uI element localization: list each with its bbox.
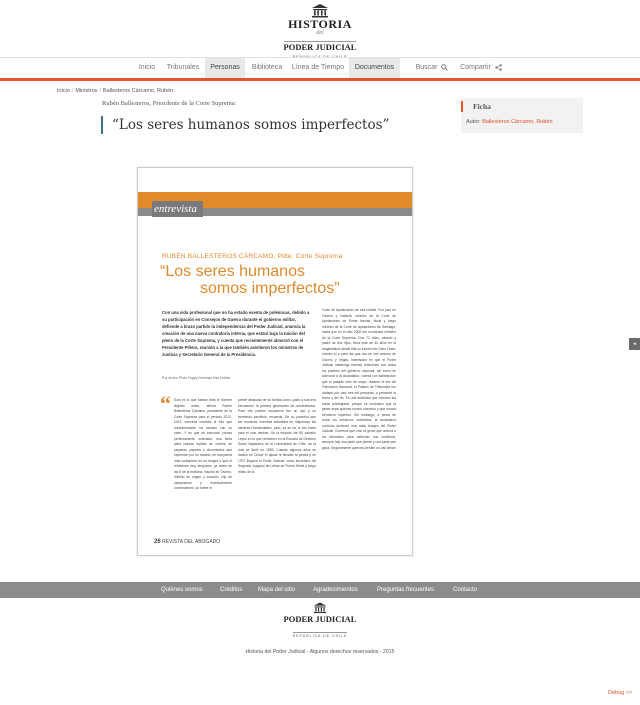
title-bar	[101, 116, 389, 134]
magazine-column-3: Corte de Apelaciones de esa ciudad. Fue juez en Osorno y Valdivia, ministro de la Corte de Apelaciones de Punta Arenas, fiscal y luego ministro de la Corte de Apelaciones de Santiago, hasta que en el año 2000 fue nombrado ministro de la Corte Suprema. Dos 72 años, casado y padre de dos hijos, lleva más de 40 años en la magistratura desde ella su tricotón de Ocho Onda. Incluso el y para dar que dar se con amores de Osorno y Vegas. Interesado en que el Poder Judicial mantenga buenas relaciones con todos los poderes del gobierno nacional, así como se acercará a la ciudadanía, cuenta con satisfacción que el pasado mes de mayo, durante el día del Patrimonio Nacional, el Palacio de Tribunales fue visitado por casi tres mil personas, a presente la fecha y del fin. Es una actividad que muestra las miras privilegiada, porque es necesario que la gente sepa quiénes somos nosotros y que somos tremenos expertos. Sin embargo, a pesar de todos los esfuerzos realizados, la ciudadanía continúa teniendo una mala imagen del Poder Judicial. Creemos que esto la gente que acerca a los tribunales para defender sus conflictos, siempre hay una parte que pierde y una parte que gana. Seguramente quienes pierden no van llevan	[322, 308, 396, 450]
breadcrumb-home[interactable]: Inicio	[57, 88, 70, 94]
logo-del: del	[316, 30, 324, 36]
search-icon	[441, 64, 448, 71]
logo-historia: HISTORIA	[288, 17, 352, 31]
footer-logo-republica: REPÚBLICA DE CHILE	[292, 634, 348, 638]
ficha-panel	[461, 98, 583, 133]
footer-link-preguntas-frecuentes[interactable]: Preguntas frecuentes	[377, 587, 435, 593]
footer-link-mapa-del-sitio[interactable]: Mapa del sitio	[258, 587, 296, 593]
accent-divider	[0, 78, 640, 81]
magazine-page-image[interactable]	[137, 167, 413, 556]
site-logo[interactable]	[0, 2, 640, 59]
magazine-page-number: 26	[154, 539, 161, 545]
magazine-kicker: RUBÉN BALLESTEROS CÁRCAMO, Pdte. Corte Suprema	[162, 253, 343, 260]
author-label: Autor:	[466, 119, 481, 125]
search-button[interactable]	[413, 58, 451, 78]
temple-icon	[313, 602, 327, 614]
footer-nav	[0, 582, 640, 598]
footer-link-agradecimientos[interactable]: Agradecimientos	[313, 587, 358, 593]
magazine-column-2: primer atrapado de su familia como ¡justo a sus tres hermanos!, la primera generación de universitarios. Para mis padres educarnos fue un lujo y un tremendo sacrificio, recuerda. De su juventud que ser recuerda, mientras estudiaba en Valparaíso las carreras Humanidades, pero, ya se va, lo vito hacia para el vino destino. Se la relación del 80 salvaño Leyes en lo que recibieron en la Escuela de Derecho Santo Valparaíso de la Universidad de Chile, de la cual se tituló en 1959. Cuando algunos años se dedicó en Chiloé el ajuste le llevaba fa pelota y en 1972 llegaría al Poder Judicial, como secretario del Segundo Juzgado de Letras de Puerto Montt y luego relato de la	[238, 398, 316, 474]
author-link[interactable]: Ballesteros Cárcamo, Rubén	[482, 119, 553, 125]
article-subtitle: Rubén Ballesteros, Presidente de la Corte Suprema:	[102, 100, 237, 107]
magazine-folio-text: REVISTA DEL ABOGADO	[162, 539, 221, 545]
temple-icon	[311, 4, 329, 18]
footer-logo-poder-judicial: PODER JUDICIAL	[283, 614, 357, 624]
breadcrumb: Inicio / Ministros / Ballesteros Cárcamo, Rubén	[57, 88, 174, 94]
magazine-section-label: entrevista	[152, 201, 203, 217]
share-label: Compartir	[460, 64, 491, 71]
main-nav	[0, 57, 640, 78]
nav-item-personas[interactable]: Personas	[205, 58, 245, 78]
nav-item-tribunales[interactable]: Tribunales	[166, 64, 200, 71]
breadcrumb-ministros[interactable]: Ministros	[75, 88, 98, 94]
footer-link-contacto[interactable]: Contacto	[453, 587, 478, 593]
nav-item-inicio[interactable]: Inicio	[138, 64, 156, 71]
search-label: Buscar	[415, 64, 438, 71]
breadcrumb-current: Ballesteros Cárcamo, Rubén	[102, 88, 174, 94]
magazine-folio	[154, 539, 220, 545]
share-icon	[495, 64, 502, 71]
magazine-headline-line1: “Los seres humanos	[160, 263, 305, 280]
page-title: “Los seres humanos somos imperfectos”	[112, 117, 390, 133]
share-button[interactable]	[458, 58, 504, 78]
footer-logo[interactable]	[0, 602, 640, 642]
footer-link-quienes-somos[interactable]: Quiénes somos	[161, 587, 203, 593]
nav-item-linea-de-tiempo[interactable]: Línea de Tiempo	[291, 64, 345, 71]
ficha-author	[466, 119, 553, 125]
side-tab-toggle[interactable]: ◂	[629, 338, 640, 350]
magazine-column-1: Solo es lo que hablan dela el hombre llegado antes, afirma Rubén Ballesteros Cárcamo, presidente de la Corte Suprema para el periodo 2012-2013, mientras muestra la foto que sorteariamente ha tomado con su nieto. Y es que se esconde, piezas perfectamente ordenado, una lenta alsla radada repleta de carrera de carpetas, papeles y documentos que expresión por un modelo, en una pared más cualquiera en su lengua y que el reinbenes muy temprano, ya antes de las 8 de la mañana. Nacido en Osorno, chileño de origen y corazón, hijo de campesinos y eventualmente comerciantes, su fuerte el	[174, 398, 232, 490]
nav-item-documentos[interactable]: Documentos	[349, 58, 400, 78]
magazine-headline-line2: somos imperfectos”	[200, 280, 340, 297]
quote-mark-icon: “	[160, 391, 171, 416]
magazine-intro: Con una vida profesional que no ha estado exenta de polémicas, debido a su participación en Consejos de Guerra durante el gobierno militar, defiende a brazo partido la independencia del Poder Judicial, anuncia la creación de una nueva contraloría interna, que estará bajo la tuición del pleno de la Corte Suprema, y cuenta que recientemente almorzó con el Presidente Piñera, reunión a la que también asistieron los ministros de Justicia y Secretario General de la Presidencia.	[162, 310, 310, 357]
logo-republica: REPÚBLICA DE CHILE	[292, 55, 348, 59]
footer-link-creditos[interactable]: Créditos	[220, 587, 243, 593]
ficha-heading: Ficha	[461, 101, 491, 112]
logo-poder-judicial: PODER JUDICIAL	[283, 42, 357, 52]
nav-item-biblioteca[interactable]: Biblioteca	[251, 64, 283, 71]
debug-link[interactable]: Debug >>	[608, 690, 633, 696]
magazine-credit: Por Arturo Pinto Fogey Debread Oso Núñez	[162, 376, 231, 380]
copyright-text: Historia del Poder Judicial · Algunos derechos reservados · 2015	[245, 649, 395, 655]
